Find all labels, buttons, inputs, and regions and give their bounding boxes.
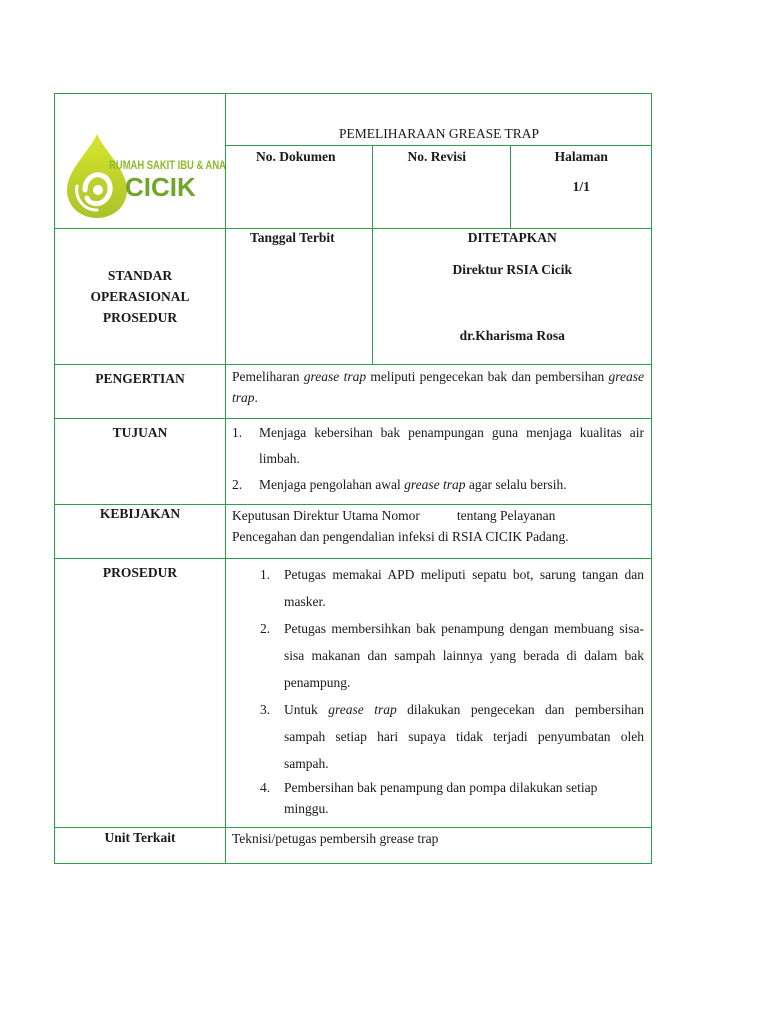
tujuan-list [226, 419, 652, 505]
list-item: 3. Untuk grease trap dilakukan pengecekan dan pembersihan sampah setiap hari supaya tidak terjadi penyumbatan oleh sampah. [260, 702, 645, 771]
tujuan-label: TUJUAN [55, 419, 226, 505]
list-item: 2. Menjaga pengolahan awal grease trap agar selalu bersih. [232, 477, 567, 492]
list-item: 4. Pembersihan bak penampung dan pompa dilakukan setiap minggu. [260, 780, 598, 816]
logo-name-line2: CICIK [125, 172, 196, 202]
ditetapkan-label: DITETAPKAN [467, 230, 557, 245]
no-dokumen-label: No. Dokumen [226, 145, 372, 228]
no-revisi-label: No. Revisi [372, 145, 510, 228]
pengertian-text: Pemeliharan grease trap meliputi pengecekan bak dan pembersihan grease trap. [226, 365, 652, 419]
halaman-value: 1/1 [572, 178, 590, 194]
prosedur-label: PROSEDUR [55, 559, 226, 828]
unit-terkait-text: Teknisi/petugas pembersih grease trap [226, 828, 652, 864]
list-item: 1. Menjaga kebersihan bak penampungan guna menjaga kualitas air limbah. [232, 425, 644, 466]
unit-terkait-label: Unit Terkait [55, 828, 226, 864]
logo-cell [55, 94, 226, 229]
tanggal-terbit-label: Tanggal Terbit [226, 229, 372, 364]
halaman-label: Halaman [554, 148, 608, 164]
sop-label [55, 229, 226, 365]
sop-label-line3: PROSEDUR [102, 310, 178, 325]
list-item: 2. Petugas membersihkan bak penampung dengan membuang sisa-sisa makanan dan sampah lainnya yang berada di dalam bak penampung. [260, 621, 644, 690]
sop-label-line2: OPERASIONAL [90, 289, 190, 304]
kebijakan-text: Keputusan Direktur Utama Nomor tentang Pelayanan Pencegahan dan pengendalian infeksi di RSIA CICIK Padang. [226, 505, 652, 559]
logo-name-line1: RUMAH SAKIT IBU & ANAK [109, 159, 225, 173]
direktur-label: Direktur RSIA Cicik [452, 262, 573, 277]
sop-document-table [54, 93, 652, 864]
director-name: dr.Kharisma Rosa [459, 328, 565, 343]
prosedur-list [226, 559, 652, 828]
pengertian-label: PENGERTIAN [55, 365, 226, 419]
sop-label-line1: STANDAR [107, 268, 173, 283]
logo-drop-icon [55, 94, 225, 228]
list-item: 1. Petugas memakai APD meliputi sepatu bot, sarung tangan dan masker. [260, 567, 644, 609]
hospital-logo [55, 94, 225, 228]
kebijakan-label: KEBIJAKAN [55, 505, 226, 559]
document-title: PEMELIHARAAN GREASE TRAP [226, 94, 652, 145]
